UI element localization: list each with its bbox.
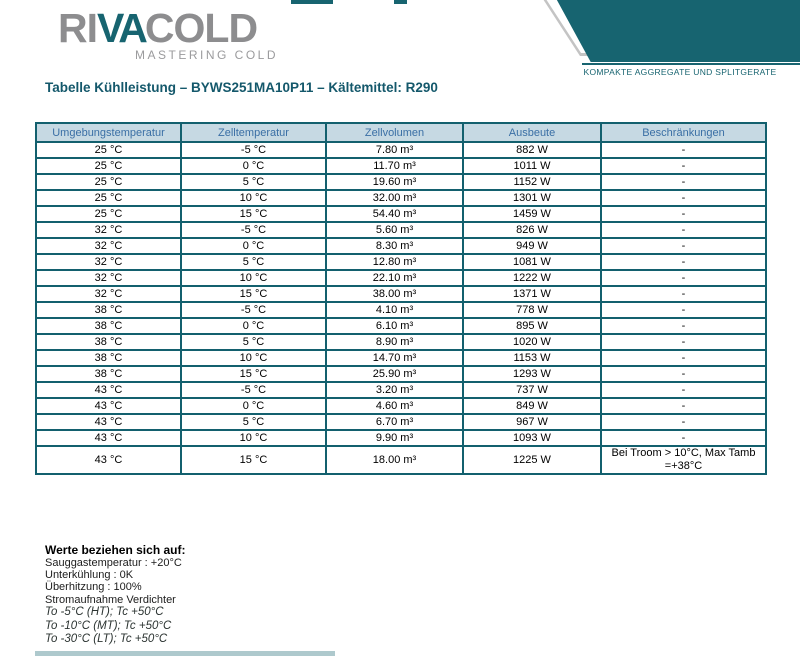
cell-zelltemperatur: 15 °C: [181, 286, 326, 302]
bottom-accent-bar: [35, 651, 335, 656]
table-header-cell: Zellvolumen: [326, 123, 463, 142]
cell-beschraenkungen: -: [601, 142, 766, 158]
cell-ausbeute: 737 W: [463, 382, 601, 398]
note-italic-line: To -30°C (LT); Tc +50°C: [45, 633, 168, 646]
cell-zellvolumen: 7.80 m³: [326, 142, 463, 158]
cell-ausbeute: 1011 W: [463, 158, 601, 174]
table-row: [36, 222, 766, 238]
cell-ausbeute: 778 W: [463, 302, 601, 318]
cell-beschraenkungen: -: [601, 254, 766, 270]
cell-beschraenkungen: -: [601, 318, 766, 334]
cell-umgebungstemperatur: 38 °C: [36, 366, 181, 382]
table-row: [36, 414, 766, 430]
cell-ausbeute: 967 W: [463, 414, 601, 430]
cell-zellvolumen: 6.70 m³: [326, 414, 463, 430]
table-header-cell: Umgebungstemperatur: [36, 123, 181, 142]
table-header-cell: Beschränkungen: [601, 123, 766, 142]
cell-beschraenkungen: -: [601, 366, 766, 382]
table-row: [36, 190, 766, 206]
table-body: [36, 142, 766, 474]
cell-ausbeute: 882 W: [463, 142, 601, 158]
table-row: [36, 446, 766, 474]
table-row: [36, 302, 766, 318]
cell-zelltemperatur: 0 °C: [181, 398, 326, 414]
cell-zellvolumen: 19.60 m³: [326, 174, 463, 190]
table-row: [36, 366, 766, 382]
footer-notes: [45, 543, 185, 647]
logo-text-cold: COLD: [144, 5, 258, 51]
table-header-cell: Zelltemperatur: [181, 123, 326, 142]
rivacold-logo: [58, 5, 258, 51]
cell-zelltemperatur: -5 °C: [181, 222, 326, 238]
notes-italic-lines: [45, 606, 185, 647]
cell-zellvolumen: 8.90 m³: [326, 334, 463, 350]
cell-beschraenkungen: -: [601, 286, 766, 302]
cell-umgebungstemperatur: 43 °C: [36, 446, 181, 474]
table-row: [36, 158, 766, 174]
cell-umgebungstemperatur: 43 °C: [36, 414, 181, 430]
cell-umgebungstemperatur: 32 °C: [36, 222, 181, 238]
cell-umgebungstemperatur: 43 °C: [36, 398, 181, 414]
cell-beschraenkungen: -: [601, 158, 766, 174]
table-row: [36, 334, 766, 350]
cell-zellvolumen: 11.70 m³: [326, 158, 463, 174]
cell-umgebungstemperatur: 43 °C: [36, 430, 181, 446]
cell-zelltemperatur: 5 °C: [181, 174, 326, 190]
cell-umgebungstemperatur: 25 °C: [36, 190, 181, 206]
cell-beschraenkungen: -: [601, 350, 766, 366]
cell-umgebungstemperatur: 38 °C: [36, 334, 181, 350]
logo-va-monogram: VA: [97, 5, 145, 51]
cell-umgebungstemperatur: 25 °C: [36, 142, 181, 158]
cell-umgebungstemperatur: 38 °C: [36, 350, 181, 366]
cell-beschraenkungen: -: [601, 302, 766, 318]
cell-beschraenkungen: -: [601, 222, 766, 238]
cell-ausbeute: 1093 W: [463, 430, 601, 446]
cell-zellvolumen: 4.60 m³: [326, 398, 463, 414]
table-row: [36, 286, 766, 302]
cell-zellvolumen: 14.70 m³: [326, 350, 463, 366]
top-edge-mark: [394, 0, 407, 4]
cell-zelltemperatur: 0 °C: [181, 238, 326, 254]
table-row: [36, 174, 766, 190]
cell-zelltemperatur: 15 °C: [181, 206, 326, 222]
cell-ausbeute: 1153 W: [463, 350, 601, 366]
cell-ausbeute: 1459 W: [463, 206, 601, 222]
cell-zellvolumen: 54.40 m³: [326, 206, 463, 222]
cell-zelltemperatur: 10 °C: [181, 190, 326, 206]
cell-ausbeute: 1371 W: [463, 286, 601, 302]
cell-beschraenkungen: -: [601, 414, 766, 430]
cell-ausbeute: 1152 W: [463, 174, 601, 190]
cell-ausbeute: 1081 W: [463, 254, 601, 270]
banner-caption: KOMPAKTE AGGREGATE UND SPLITGERATE: [583, 67, 777, 77]
cell-umgebungstemperatur: 25 °C: [36, 158, 181, 174]
cell-umgebungstemperatur: 38 °C: [36, 318, 181, 334]
cell-zelltemperatur: -5 °C: [181, 382, 326, 398]
cell-zelltemperatur: 5 °C: [181, 414, 326, 430]
table-header-cell: Ausbeute: [463, 123, 601, 142]
note-line: Stromaufnahme Verdichter: [45, 593, 176, 606]
cell-ausbeute: 1293 W: [463, 366, 601, 382]
cell-ausbeute: 949 W: [463, 238, 601, 254]
top-edge-mark: [291, 0, 333, 4]
cell-umgebungstemperatur: 32 °C: [36, 286, 181, 302]
cell-beschraenkungen: -: [601, 334, 766, 350]
cell-zelltemperatur: 10 °C: [181, 270, 326, 286]
table-row: [36, 206, 766, 222]
cell-beschraenkungen: Bei Troom > 10°C, Max Tamb =+38°C: [601, 446, 766, 474]
notes-heading: Werte beziehen sich auf:: [45, 543, 186, 557]
table-row: [36, 238, 766, 254]
cell-zellvolumen: 32.00 m³: [326, 190, 463, 206]
cell-zellvolumen: 5.60 m³: [326, 222, 463, 238]
cooling-capacity-table: [35, 122, 767, 475]
logo-text-ri: RI: [58, 5, 97, 51]
cell-umgebungstemperatur: 25 °C: [36, 206, 181, 222]
cell-beschraenkungen: -: [601, 430, 766, 446]
cell-zelltemperatur: 5 °C: [181, 334, 326, 350]
cell-zelltemperatur: 0 °C: [181, 318, 326, 334]
table-row: [36, 430, 766, 446]
cell-zelltemperatur: 0 °C: [181, 158, 326, 174]
cell-zellvolumen: 6.10 m³: [326, 318, 463, 334]
cell-zellvolumen: 8.30 m³: [326, 238, 463, 254]
table-row: [36, 254, 766, 270]
cell-umgebungstemperatur: 43 °C: [36, 382, 181, 398]
note-line: Unterkühlung : 0K: [45, 569, 134, 582]
cell-umgebungstemperatur: 32 °C: [36, 254, 181, 270]
cell-zelltemperatur: -5 °C: [181, 142, 326, 158]
table-row: [36, 270, 766, 286]
cell-ausbeute: 1225 W: [463, 446, 601, 474]
cell-zelltemperatur: 15 °C: [181, 446, 326, 474]
cell-beschraenkungen: -: [601, 174, 766, 190]
cell-zelltemperatur: 10 °C: [181, 350, 326, 366]
table-row: [36, 382, 766, 398]
page-title: Tabelle Kühlleistung – BYWS251MA10P11 – Kältemittel: R290: [45, 80, 438, 95]
cell-zellvolumen: 22.10 m³: [326, 270, 463, 286]
cell-zelltemperatur: 15 °C: [181, 366, 326, 382]
table-row: [36, 142, 766, 158]
cell-umgebungstemperatur: 25 °C: [36, 174, 181, 190]
note-italic-line: To -5°C (HT); Tc +50°C: [45, 605, 164, 618]
cell-beschraenkungen: -: [601, 382, 766, 398]
cell-umgebungstemperatur: 38 °C: [36, 302, 181, 318]
cell-zellvolumen: 38.00 m³: [326, 286, 463, 302]
cell-umgebungstemperatur: 32 °C: [36, 270, 181, 286]
cell-zellvolumen: 3.20 m³: [326, 382, 463, 398]
table-row: [36, 398, 766, 414]
cell-ausbeute: 1301 W: [463, 190, 601, 206]
cell-zelltemperatur: 10 °C: [181, 430, 326, 446]
table-header-row: [36, 123, 766, 142]
cell-zelltemperatur: 5 °C: [181, 254, 326, 270]
cell-ausbeute: 849 W: [463, 398, 601, 414]
cell-zellvolumen: 9.90 m³: [326, 430, 463, 446]
cell-beschraenkungen: -: [601, 190, 766, 206]
cell-beschraenkungen: -: [601, 238, 766, 254]
table-row: [36, 318, 766, 334]
note-line: Überhitzung : 100%: [45, 581, 142, 594]
cell-beschraenkungen: -: [601, 206, 766, 222]
cell-ausbeute: 1020 W: [463, 334, 601, 350]
cell-zelltemperatur: -5 °C: [181, 302, 326, 318]
banner-rule: [582, 63, 800, 65]
cell-zellvolumen: 12.80 m³: [326, 254, 463, 270]
table-row: [36, 350, 766, 366]
cell-zellvolumen: 18.00 m³: [326, 446, 463, 474]
cell-beschraenkungen: -: [601, 398, 766, 414]
cell-zellvolumen: 25.90 m³: [326, 366, 463, 382]
cell-umgebungstemperatur: 32 °C: [36, 238, 181, 254]
cell-zellvolumen: 4.10 m³: [326, 302, 463, 318]
note-italic-line: To -10°C (MT); Tc +50°C: [45, 619, 172, 632]
cell-ausbeute: 826 W: [463, 222, 601, 238]
cell-ausbeute: 1222 W: [463, 270, 601, 286]
note-line: Sauggastemperatur : +20°C: [45, 557, 182, 569]
cell-beschraenkungen: -: [601, 270, 766, 286]
logo-tagline: MASTERING COLD: [134, 48, 278, 62]
notes-lines: [45, 557, 185, 606]
cell-ausbeute: 895 W: [463, 318, 601, 334]
